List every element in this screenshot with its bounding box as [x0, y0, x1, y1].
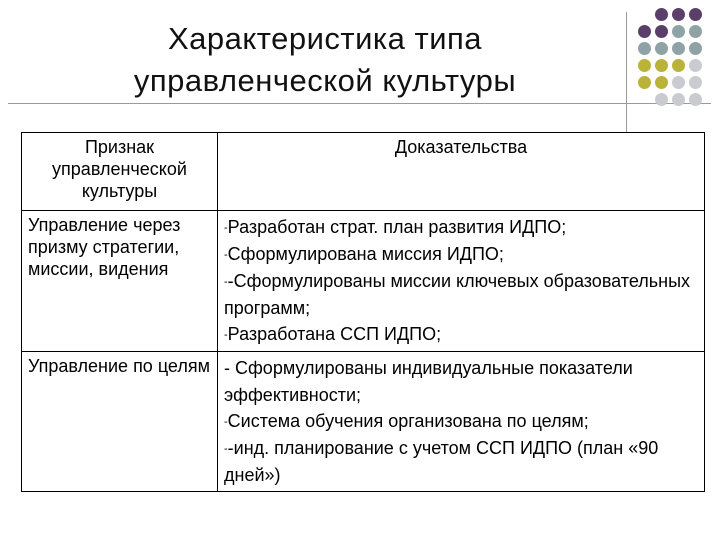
evidence-item: -Разработана ССП ИДПО; — [224, 324, 442, 344]
decor-dot — [638, 25, 651, 38]
decor-dot — [689, 76, 702, 89]
decor-dot — [638, 42, 651, 55]
decor-dot — [689, 42, 702, 55]
slide-title — [40, 18, 610, 102]
row-sign: Управление через призму стратегии, миссии, видения — [22, 211, 218, 352]
decor-dot — [655, 8, 668, 21]
row-evidence — [218, 211, 705, 352]
decor-dot — [655, 76, 668, 89]
evidence-item: -Система обучения организована по целям; — [224, 411, 589, 431]
title-line-1: Характеристика типа — [167, 21, 483, 56]
decor-dot — [638, 76, 651, 89]
header-sign: Признак управленческой культуры — [22, 133, 218, 211]
decor-dot — [689, 59, 702, 72]
evidence-item: --Сформулированы миссии ключевых образовательных программ; — [224, 271, 691, 318]
decor-dot — [672, 93, 685, 106]
header-evidence: Доказательства — [218, 133, 705, 211]
decor-dot — [672, 59, 685, 72]
decor-dot — [689, 25, 702, 38]
decor-dot — [655, 93, 668, 106]
table-row — [22, 211, 705, 352]
decor-dot — [655, 42, 668, 55]
decorative-dot-grid — [638, 8, 718, 128]
table-header-row — [22, 133, 705, 211]
decor-dot — [689, 8, 702, 21]
characteristics-table — [21, 132, 705, 492]
evidence-item: -Сформулирована миссия ИДПО; — [224, 244, 504, 264]
row-evidence — [218, 352, 705, 492]
evidence-item: --инд. планирование с учетом ССП ИДПО (план «90 дней») — [224, 438, 659, 485]
row-sign: Управление по целям — [22, 352, 218, 492]
evidence-item: -Разработан страт. план развития ИДПО; — [224, 217, 567, 237]
decor-dot — [689, 93, 702, 106]
title-line-2: управленческой культуры — [133, 63, 517, 98]
decor-dot — [638, 59, 651, 72]
table-row — [22, 352, 705, 492]
decor-dot — [655, 59, 668, 72]
vertical-divider — [626, 12, 627, 132]
decor-dot — [655, 25, 668, 38]
decor-dot — [672, 8, 685, 21]
horizontal-divider — [8, 103, 711, 104]
decor-dot — [672, 42, 685, 55]
evidence-item: - Сформулированы индивидуальные показатели эффективности; — [224, 358, 633, 405]
decor-dot — [672, 25, 685, 38]
decor-dot — [672, 76, 685, 89]
